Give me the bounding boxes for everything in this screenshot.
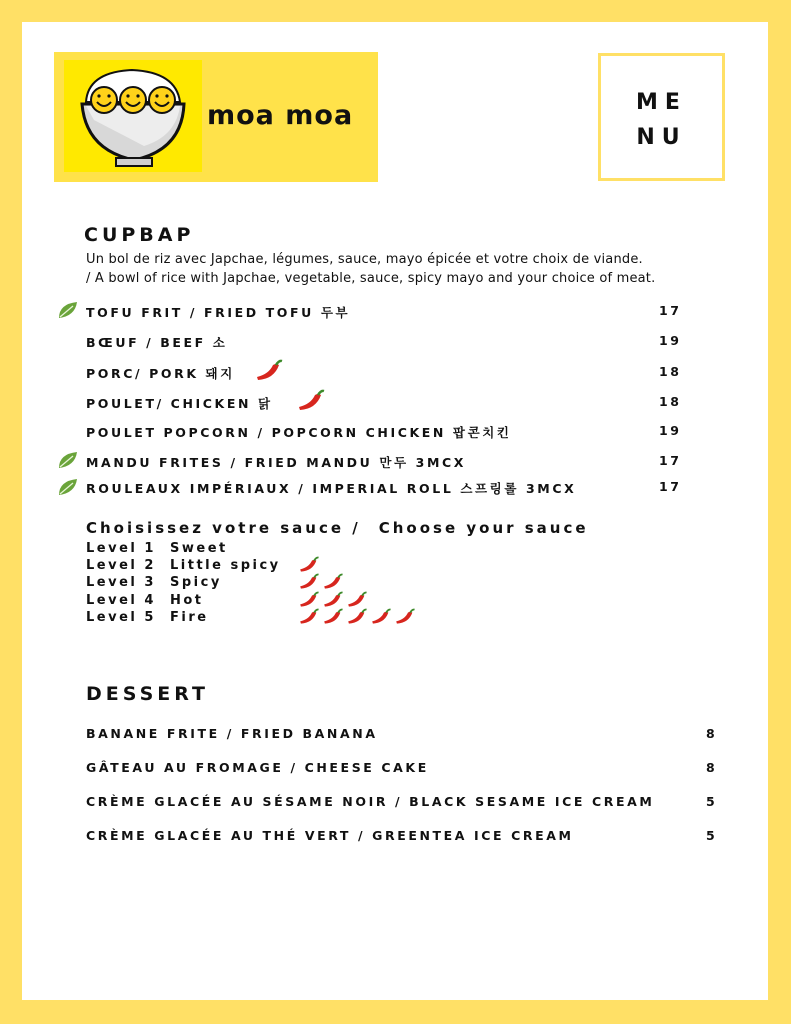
menu-item-price: 17 <box>659 479 682 494</box>
cupbap-heading: CUPBAP <box>84 224 195 246</box>
chili-pepper-icon <box>296 389 326 413</box>
chili-pepper-icon <box>322 591 344 609</box>
chili-pepper-icon <box>322 608 344 626</box>
menu-item-price: 19 <box>659 333 682 348</box>
chili-pepper-icon <box>370 608 392 626</box>
menu-item-price: 18 <box>659 394 682 409</box>
menu-page <box>22 22 768 1000</box>
dessert-item-fried-banana: BANANE FRITE / FRIED BANANA <box>86 726 378 741</box>
sauce-level-5 <box>86 610 209 625</box>
sauce-level-1 <box>86 541 228 556</box>
menu-item-fried-tofu: TOFU FRIT / FRIED TOFU 두부 <box>86 305 351 320</box>
dessert-item-price: 8 <box>706 726 718 741</box>
sauce-level-name: Fire <box>170 610 209 625</box>
chili-pepper-icon <box>298 591 320 609</box>
sauce-level-number: Level 1 <box>86 541 156 556</box>
dessert-item-price: 8 <box>706 760 718 775</box>
dessert-item-black-sesame-ice-cream: CRÈME GLACÉE AU SÉSAME NOIR / BLACK SESAME ICE CREAM <box>86 794 655 809</box>
sauce-level-number: Level 2 <box>86 558 156 573</box>
chili-pepper-icon <box>394 608 416 626</box>
chili-pepper-icon <box>298 608 320 626</box>
sauce-level-number: Level 4 <box>86 593 156 608</box>
menu-item-imperial-roll: ROULEAUX IMPÉRIAUX / IMPERIAL ROLL 스프링롤 3MCX <box>86 481 577 496</box>
sauce-title-fr: Choisissez votre sauce / <box>86 519 361 537</box>
cupbap-description-en: / A bowl of rice with Japchae, vegetable, sauce, spicy mayo and your choice of meat. <box>86 271 656 286</box>
leaf-icon <box>57 300 79 320</box>
menu-title-line-1: ME <box>636 90 687 115</box>
chili-pepper-icon <box>254 359 284 383</box>
menu-item-price: 18 <box>659 364 682 379</box>
menu-item-fried-mandu: MANDU FRITES / FRIED MANDU 만두 3MCX <box>86 455 466 470</box>
menu-item-price: 17 <box>659 303 682 318</box>
menu-title-box <box>598 53 725 181</box>
menu-item-popcorn-chicken: POULET POPCORN / POPCORN CHICKEN 팝콘치킨 <box>86 425 512 440</box>
menu-item-price: 19 <box>659 423 682 438</box>
dessert-heading: DESSERT <box>86 683 209 705</box>
cupbap-description-fr: Un bol de riz avec Japchae, légumes, sauce, mayo épicée et votre choix de viande. <box>86 252 643 267</box>
rice-bowl-logo-icon <box>64 60 202 172</box>
dessert-item-price: 5 <box>706 794 718 809</box>
menu-item-price: 17 <box>659 453 682 468</box>
chili-pepper-icon <box>322 573 344 591</box>
sauce-level-2 <box>86 558 281 573</box>
leaf-icon <box>57 450 79 470</box>
sauce-level-name: Spicy <box>170 575 222 590</box>
sauce-level-3 <box>86 575 222 590</box>
chili-pepper-icon <box>298 573 320 591</box>
chili-pepper-icon <box>298 556 320 574</box>
brand-name: moa moa <box>207 100 354 131</box>
chili-pepper-icon <box>346 591 368 609</box>
sauce-title <box>86 519 589 537</box>
menu-item-pork: PORC/ PORK 돼지 <box>86 366 235 381</box>
sauce-level-name: Little spicy <box>170 558 281 573</box>
sauce-level-number: Level 5 <box>86 610 156 625</box>
dessert-item-greentea-ice-cream: CRÈME GLACÉE AU THÉ VERT / GREENTEA ICE CREAM <box>86 828 574 843</box>
sauce-level-number: Level 3 <box>86 575 156 590</box>
menu-item-beef: BŒUF / BEEF 소 <box>86 335 228 350</box>
sauce-level-4 <box>86 593 204 608</box>
sauce-level-name: Sweet <box>170 541 228 556</box>
sauce-level-name: Hot <box>170 593 204 608</box>
chili-pepper-icon <box>346 608 368 626</box>
sauce-title-en: Choose your sauce <box>378 519 589 537</box>
dessert-item-price: 5 <box>706 828 718 843</box>
leaf-icon <box>57 477 79 497</box>
menu-item-chicken: POULET/ CHICKEN 닭 <box>86 396 273 411</box>
menu-title-line-2: NU <box>636 125 687 150</box>
dessert-item-cheese-cake: GÂTEAU AU FROMAGE / CHEESE CAKE <box>86 760 429 775</box>
logo-box <box>54 52 378 182</box>
